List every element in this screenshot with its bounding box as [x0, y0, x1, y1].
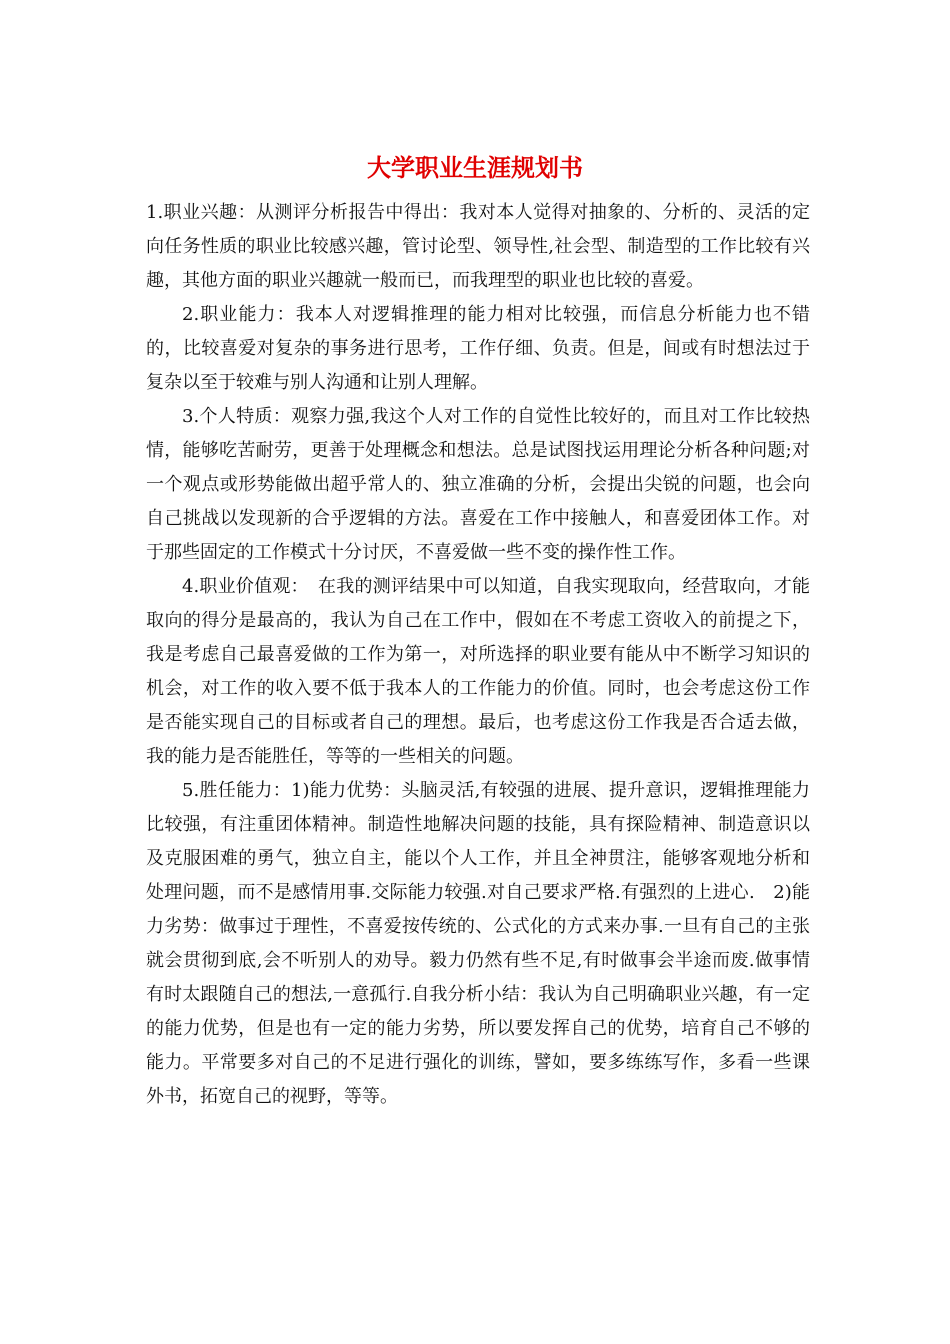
- paragraph-competence: 5.胜任能力：1)能力优势：头脑灵活,有较强的进展、提升意识，逻辑推理能力比较强，有注重团体精神。制造性地解决问题的技能，具有探险精神、制造意识以及克服困难的勇气，独立自主，能以个人工作，并且全神贯注，能够客观地分析和处理问题，而不是感情用事.交际能力较强.对自己要求严格.有强烈的上进心. 2)能力劣势：做事过于理性，不喜爱按传统的、公式化的方式来办事.一旦有自己的主张就会贯彻到底,会不听别人的劝导。毅力仍然有些不足,有时做事会半途而废.做事情有时太跟随自己的想法,一意孤行.自我分析小结：我认为自己明确职业兴趣，有一定的能力优势，但是也有一定的能力劣势，所以要发挥自己的优势，培育自己不够的能力。平常要多对自己的不足进行强化的训练，譬如，要多练练写作，多看一些课外书，拓宽自己的视野，等等。: [146, 780, 810, 1107]
- paragraph-career-values: 4.职业价值观： 在我的测评结果中可以知道，自我实现取向，经营取向，才能取向的得分是最高的，我认为自己在工作中，假如在不考虑工资收入的前提之下，我是考虑自己最喜爱做的工作为第一，对所选择的职业要有能从中不断学习知识的机会，对工作的收入要不低于我本人的工作能力的价值。同时，也会考虑这份工作是否能实现自己的目标或者自己的理想。最后，也考虑这份工作我是否合适去做，我的能力是否能胜任，等等的一些相关的问题。: [146, 576, 810, 767]
- paragraph-career-interest: 1.职业兴趣：从测评分析报告中得出：我对本人觉得对抽象的、分析的、灵活的定向任务性质的职业比较感兴趣，管讨论型、领导性,社会型、制造型的工作比较有兴趣，其他方面的职业兴趣就一般而已，而我理型的职业也比较的喜爱。: [146, 202, 810, 291]
- paragraph-personal-traits: 3.个人特质：观察力强,我这个人对工作的自觉性比较好的，而且对工作比较热情，能够吃苦耐劳，更善于处理概念和想法。总是试图找运用理论分析各种问题;对一个观点或形势能做出超乎常人的、独立准确的分析，会提出尖锐的问题，也会向自己挑战以发现新的合乎逻辑的方法。喜爱在工作中接触人，和喜爱团体工作。对于那些固定的工作模式十分讨厌，不喜爱做一些不变的操作性工作。: [146, 406, 810, 563]
- document-title: 大学职业生涯规划书: [367, 153, 583, 182]
- paragraph-career-ability: 2.职业能力：我本人对逻辑推理的能力相对比较强，而信息分析能力也不错的，比较喜爱对复杂的事务进行思考，工作仔细、负责。但是，间或有时想法过于复杂以至于较难与别人沟通和让别人理解。: [146, 304, 810, 393]
- document-body: [146, 196, 810, 1114]
